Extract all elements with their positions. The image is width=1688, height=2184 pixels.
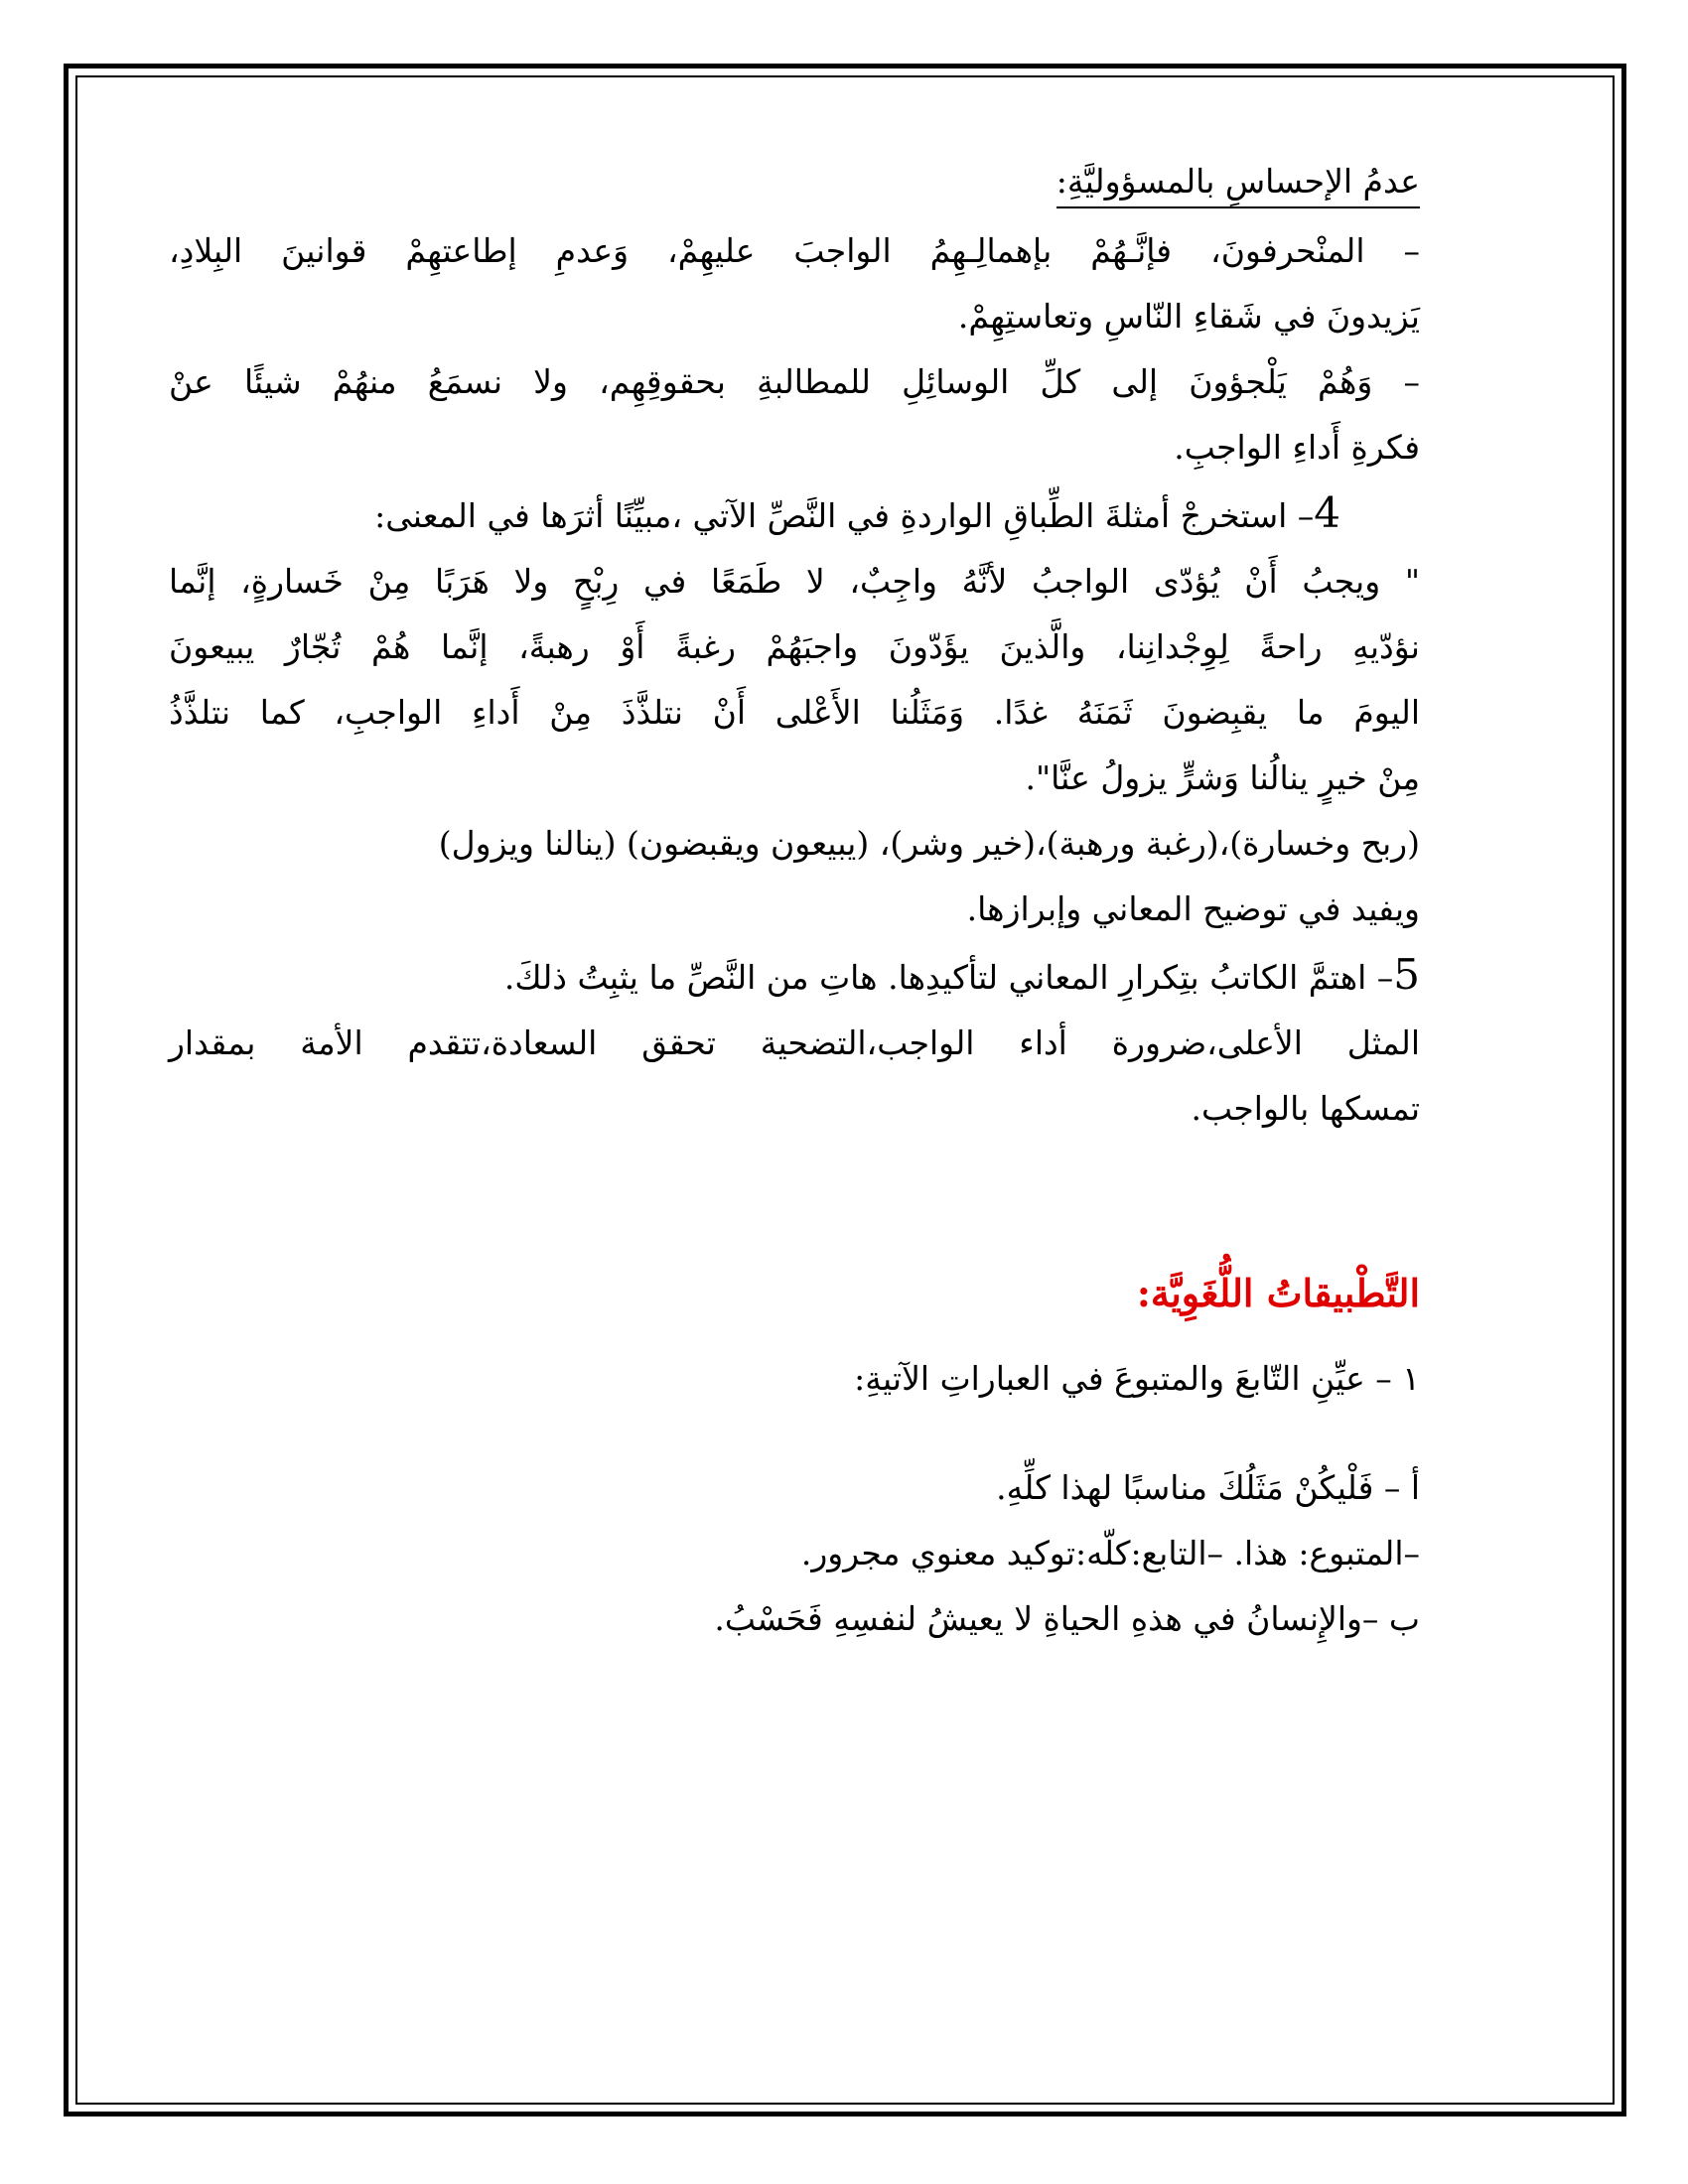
question-4 <box>169 480 1420 549</box>
answer-line: ويفيد في توضيح المعاني وإبرازها. <box>966 889 1420 928</box>
question-number: 5 <box>1393 950 1420 999</box>
question-5 <box>169 942 1420 1011</box>
quote-line: مِنْ خيرٍ ينالُنا وَشرٍّ يزولُ عنَّا". <box>1025 758 1420 797</box>
question-text: – استخرجْ أمثلةَ الطِّباقِ الواردةِ في النَّصِّ الآتي ،مبيِّنًا أثرَها في المعنى: <box>374 496 1315 535</box>
paragraph-line: – وَهُمْ يَلْجؤونَ إلى كلِّ الوسائِلِ للمطالبةِ بحقوقِهِم، ولا نسمَعُ منهُمْ شيئًا عنْ <box>169 362 1420 401</box>
quote-line: نؤدّيهِ راحةً لِوِجْدانِنا، والَّذينَ يؤَدّونَ واجبَهُمْ رغبةً أَوْ رهبةً، إنَّما هُمْ تُجّارٌ يبيعونَ <box>169 627 1420 666</box>
question-number: 4 <box>1314 488 1340 537</box>
paragraph-line: يَزيدونَ في شَقاءِ النّاسِ وتعاستِهِمْ. <box>957 297 1420 336</box>
application-answer: –المتبوع: هذا. –التابع:كلّه:توكيد معنوي مجرور. <box>800 1534 1420 1572</box>
answer-line: تمسكها بالواجب. <box>1191 1089 1420 1128</box>
section-heading: عدمُ الإحساسِ بالمسؤوليَّةِ: <box>1056 157 1420 208</box>
applications-heading: التَّطْبيقاتُ اللُّغَوِيَّة: <box>1136 1271 1420 1315</box>
application-question: ١ – عيِّنِ التّابعَ والمتبوعَ في العباراتِ الآتيةِ: <box>854 1359 1420 1398</box>
quote-line: " ويجبُ أَنْ يُؤدّى الواجبُ لأنَّهُ واجِبٌ، لا طَمَعًا في رِبْحٍ ولا هَرَبًا مِنْ خَسارةٍ، إنَّما <box>169 562 1420 601</box>
paragraph-line: – المنْحرفونَ، فإنَّـهُمْ بإهمالِـهِمُ الواجبَ عليهِمْ، وَعدمِ إطاعتهِمْ قوانينَ البِلادِ، <box>169 231 1420 270</box>
application-item: ب –والإِنسانُ في هذهِ الحياةِ لا يعيشُ لنفسِهِ فَحَسْبُ. <box>714 1599 1420 1638</box>
document-body <box>169 149 1420 1652</box>
answer-line: المثل الأعلى،ضرورة أداء الواجب،التضحية تحقق السعادة،تتقدم الأمة بمقدار <box>169 1024 1420 1062</box>
answer-line: (ربح وخسارة)،(رغبة ورهبة)،(خير وشر)، (يبيعون ويقبضون) (ينالنا ويزول) <box>438 824 1420 863</box>
question-text: – اهتمَّ الكاتبُ بتِكرارِ المعاني لتأكيدِها. هاتِ من النَّصِّ ما يثبِتُ ذلكَ. <box>503 958 1394 997</box>
paragraph-line: فكرةِ أَداءِ الواجبِ. <box>1174 428 1420 467</box>
quote-line: اليومَ ما يقبِضونَ ثَمَنَهُ غدًا. وَمَثَلُنا الأَعْلى أَنْ نتلذَّذَ مِنْ أَداءِ الواجبِ، كما نتلذَّذُ <box>169 693 1420 732</box>
application-item: أ – فَلْيكُنْ مَثَلُكَ مناسبًا لهذا كلِّهِ. <box>996 1468 1420 1507</box>
